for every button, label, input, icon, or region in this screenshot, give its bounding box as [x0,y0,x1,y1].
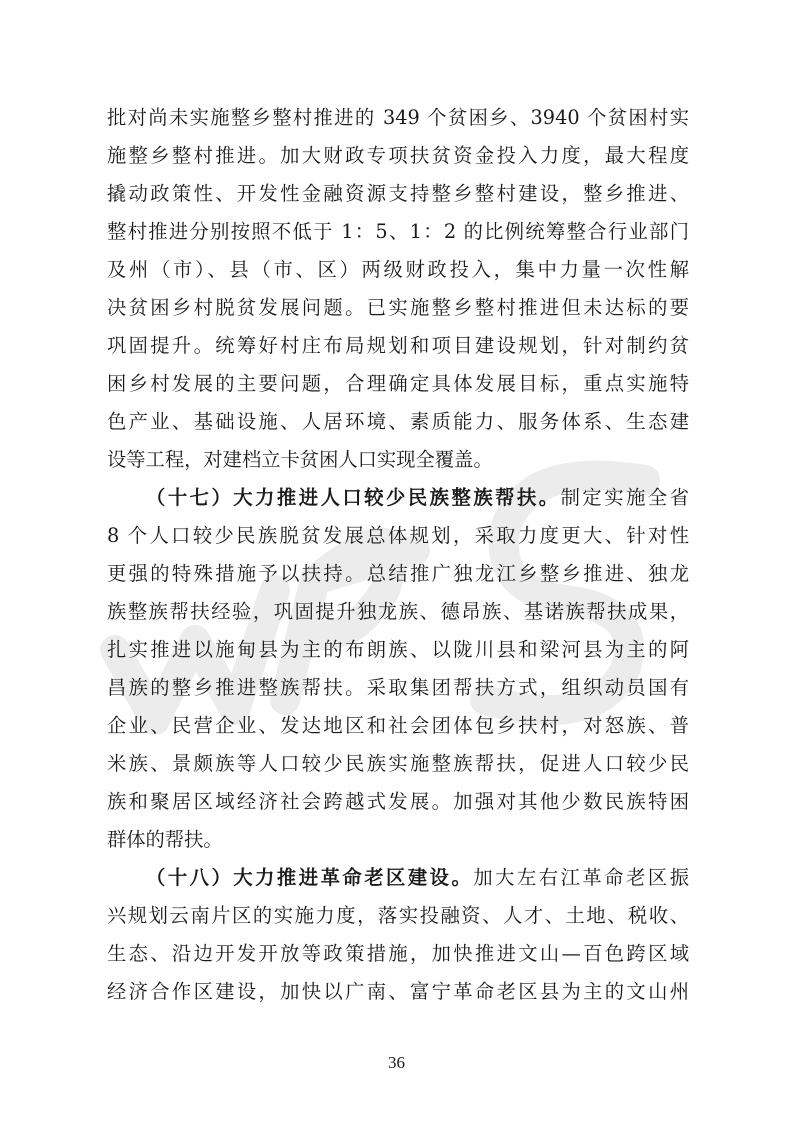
paragraph-1-line-3: 撬动政策性、开发性金融资源支持整乡整村建设，整乡推进、 [107,182,689,205]
paragraph-1-line-9: 色产业、基础设施、人居环境、素质能力、服务体系、生态建 [107,410,689,433]
section-17-line-3: 更强的特殊措施予以扶持。总结推广独龙江乡整乡推进、独龙 [107,562,689,585]
paragraph-1-line-1: 批对尚未实施整乡整村推进的 349 个贫困乡、3940 个贫困村实 [107,106,689,129]
section-17-line-7: 企业、民营企业、发达地区和社会团体包乡扶村，对怒族、普 [107,714,689,737]
section-17-line-9: 族和聚居区域经济社会跨越式发展。加强对其他少数民族特困 [107,790,689,813]
section-17-heading: （十七）大力推进人口较少民族整族帮扶。 [146,486,561,509]
section-18-first-line [146,864,689,892]
section-17-line-6: 昌族的整乡推进整族帮扶。采取集团帮扶方式，组织动员国有 [107,676,689,699]
section-17-line-4: 族整族帮扶经验，巩固提升独龙族、德昂族、基诺族帮扶成果， [107,600,689,623]
paragraph-1-line-5: 及州（市）、县（市、区）两级财政投入，集中力量一次性解 [107,258,689,281]
section-18-line-4: 经济合作区建设，加快以广南、富宁革命老区县为主的文山州 [107,980,689,1003]
paragraph-1-line-2: 施整乡整村推进。加大财政专项扶贫资金投入力度，最大程度 [107,144,689,167]
section-18-heading: （十八）大力推进革命老区建设。 [146,866,474,889]
section-17-line-8: 米族、景颇族等人口较少民族实施整族帮扶，促进人口较少民 [107,752,689,775]
section-18-line-2: 兴规划云南片区的实施力度，落实投融资、人才、土地、税收、 [107,904,689,927]
section-18-first-line-text: 加大左右江革命老区振 [473,866,689,889]
paragraph-1-line-10: 设等工程，对建档立卡贫困人口实现全覆盖。 [107,448,493,471]
section-17-first-line [146,484,689,512]
page-number: 36 [388,1053,405,1072]
paragraph-1-line-7: 巩固提升。统筹好村庄布局规划和项目建设规划，针对制约贫 [107,334,689,357]
section-17-first-line-text: 制定实施全省 [560,486,689,509]
section-17-line-5: 扎实推进以施甸县为主的布朗族、以陇川县和梁河县为主的阿 [107,638,689,661]
section-17-line-10: 群体的帮扶。 [107,828,223,851]
paragraph-1-line-6: 决贫困乡村脱贫发展问题。已实施整乡整村推进但未达标的要 [107,296,689,319]
section-18-line-3: 生态、沿边开发开放等政策措施，加快推进文山—百色跨区域 [107,942,689,965]
paragraph-1-line-4: 整村推进分别按照不低于 1：5、1：2 的比例统筹整合行业部门 [107,220,689,243]
section-17-line-2: 8 个人口较少民族脱贫发展总体规划，采取力度更大、针对性 [107,524,689,547]
paragraph-1-line-8: 困乡村发展的主要问题，合理确定具体发展目标，重点实施特 [107,372,689,395]
